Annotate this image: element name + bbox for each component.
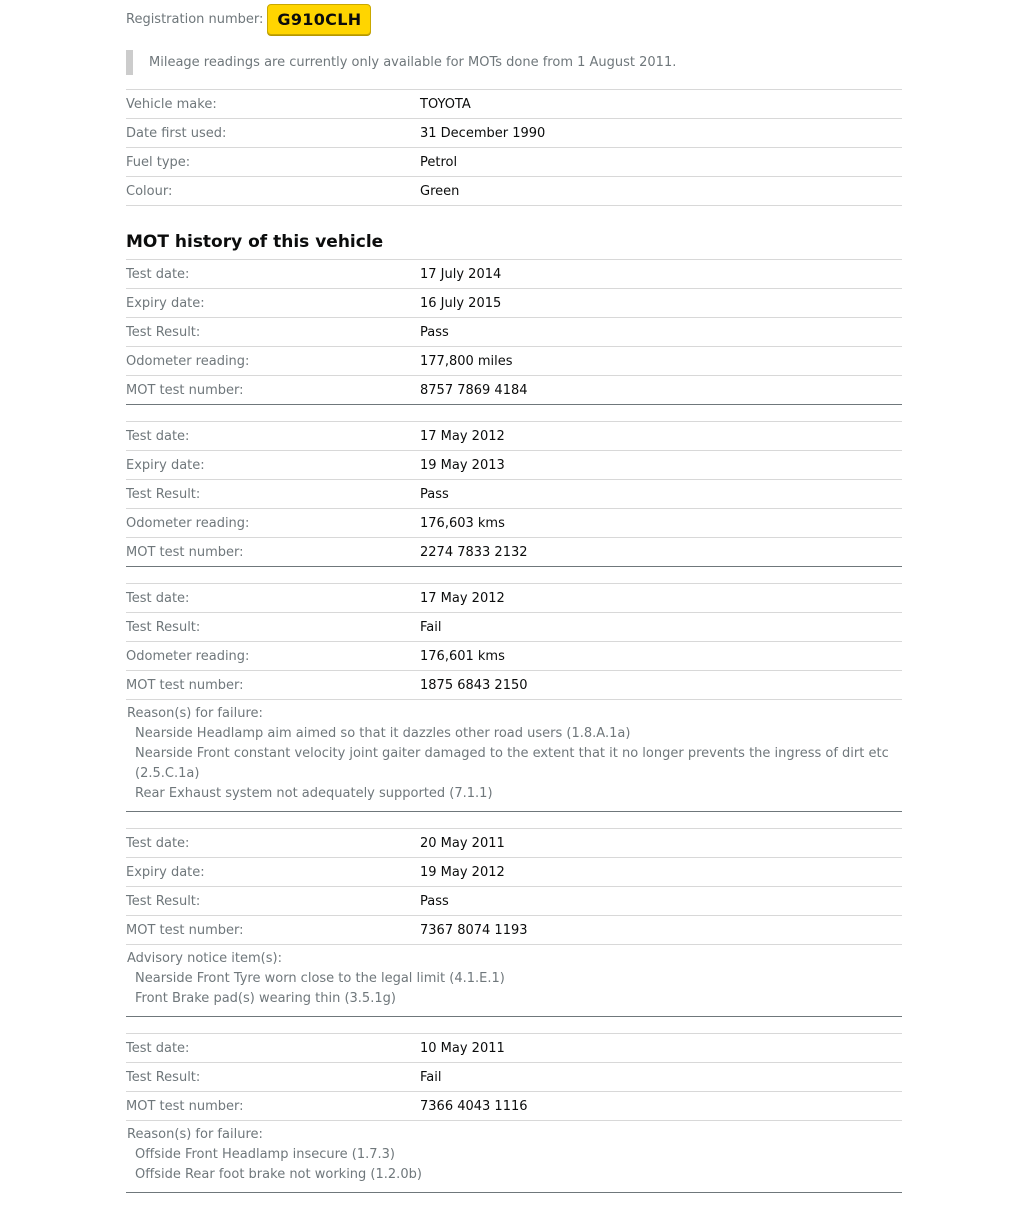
colour-value: Green <box>420 177 902 206</box>
mot-field-value: 7366 4043 1116 <box>420 1092 902 1121</box>
mot-test-record <box>126 1033 902 1193</box>
mot-test-row <box>126 538 902 567</box>
mot-field-value: 10 May 2011 <box>420 1034 902 1063</box>
mot-results <box>126 0 902 1209</box>
mot-notes-item: Offside Front Headlamp insecure (1.7.3) <box>135 1147 396 1162</box>
mot-test-row <box>126 260 902 289</box>
mot-notes-item: Nearside Headlamp aim aimed so that it dazzles other road users (1.8.A.1a) <box>135 726 631 741</box>
mot-field-label: Odometer reading: <box>126 347 420 376</box>
mot-notes-item: Nearside Front Tyre worn close to the legal limit (4.1.E.1) <box>135 971 505 986</box>
mot-test-row <box>126 318 902 347</box>
mot-field-value: Pass <box>420 480 902 509</box>
mot-field-label: MOT test number: <box>126 671 420 700</box>
mot-field-value: 20 May 2011 <box>420 829 902 858</box>
mot-field-value: 16 July 2015 <box>420 289 902 318</box>
mot-field-label: Odometer reading: <box>126 509 420 538</box>
registration-row <box>126 0 902 38</box>
mot-test-row <box>126 916 902 945</box>
mot-test-row <box>126 829 902 858</box>
first-used-value: 31 December 1990 <box>420 119 902 148</box>
mot-test-row <box>126 289 902 318</box>
mot-notes <box>126 699 902 811</box>
vehicle-row-fuel <box>126 148 902 177</box>
mot-field-label: MOT test number: <box>126 916 420 945</box>
mot-field-value: 177,800 miles <box>420 347 902 376</box>
mot-field-label: Test Result: <box>126 1063 420 1092</box>
mot-field-label: Test date: <box>126 260 420 289</box>
mot-test-row <box>126 887 902 916</box>
mot-field-value: Pass <box>420 318 902 347</box>
mot-test-row <box>126 1034 902 1063</box>
mot-history-list <box>126 259 902 1193</box>
mot-notes-item: Nearside Front constant velocity joint gaiter damaged to the extent that it no longer prevents the ingress of dirt etc (2.5.C.1a) <box>135 746 889 781</box>
mot-field-value: 1875 6843 2150 <box>420 671 902 700</box>
mot-field-value: Pass <box>420 887 902 916</box>
mot-notes <box>126 1120 902 1192</box>
mot-notes <box>126 944 902 1016</box>
mot-field-value: Fail <box>420 613 902 642</box>
mot-test-row <box>126 671 902 700</box>
mot-field-label: Test date: <box>126 1034 420 1063</box>
mot-notes-item: Front Brake pad(s) wearing thin (3.5.1g) <box>135 991 396 1006</box>
mot-test-row <box>126 584 902 613</box>
mot-field-label: Expiry date: <box>126 451 420 480</box>
mot-field-value: 19 May 2013 <box>420 451 902 480</box>
mileage-notice <box>126 50 902 75</box>
mot-field-label: MOT test number: <box>126 376 420 405</box>
mot-field-label: Test date: <box>126 422 420 451</box>
mot-test-row <box>126 509 902 538</box>
registration-plate: G910CLH <box>267 4 371 35</box>
mot-field-label: Test Result: <box>126 887 420 916</box>
mot-test-table <box>126 1033 902 1120</box>
mot-notes-item: Rear Exhaust system not adequately supported (7.1.1) <box>135 786 493 801</box>
mot-test-row <box>126 451 902 480</box>
vehicle-row-make <box>126 90 902 119</box>
mot-notes-title: Advisory notice item(s): <box>127 951 282 966</box>
registration-label: Registration number: <box>126 11 264 27</box>
mot-test-table <box>126 259 902 404</box>
mot-field-value: 17 May 2012 <box>420 584 902 613</box>
mot-field-label: Expiry date: <box>126 289 420 318</box>
vehicle-row-colour <box>126 177 902 206</box>
vehicle-details-table <box>126 89 902 206</box>
mot-test-table <box>126 828 902 944</box>
first-used-label: Date first used: <box>126 119 420 148</box>
mot-field-label: Test Result: <box>126 480 420 509</box>
mot-test-row <box>126 1063 902 1092</box>
mot-test-row <box>126 642 902 671</box>
mot-field-value: 176,603 kms <box>420 509 902 538</box>
mot-field-label: MOT test number: <box>126 538 420 567</box>
mot-test-table <box>126 583 902 699</box>
mot-field-label: Test date: <box>126 584 420 613</box>
mot-test-table <box>126 421 902 566</box>
vehicle-make-label: Vehicle make: <box>126 90 420 119</box>
mot-history-heading: MOT history of this vehicle <box>126 232 384 252</box>
vehicle-row-first-used <box>126 119 902 148</box>
mot-field-label: Expiry date: <box>126 858 420 887</box>
mot-field-value: Fail <box>420 1063 902 1092</box>
mot-notes-item: Offside Rear foot brake not working (1.2.0b) <box>135 1167 422 1182</box>
mot-field-value: 17 July 2014 <box>420 260 902 289</box>
mot-notes-title: Reason(s) for failure: <box>127 1127 263 1142</box>
mot-field-value: 2274 7833 2132 <box>420 538 902 567</box>
mot-field-value: 7367 8074 1193 <box>420 916 902 945</box>
colour-label: Colour: <box>126 177 420 206</box>
mot-notes-title: Reason(s) for failure: <box>127 706 263 721</box>
mot-field-value: 19 May 2012 <box>420 858 902 887</box>
mot-field-label: Test Result: <box>126 613 420 642</box>
mot-test-row <box>126 347 902 376</box>
fuel-type-label: Fuel type: <box>126 148 420 177</box>
mot-field-label: Test date: <box>126 829 420 858</box>
mot-test-record <box>126 583 902 812</box>
mot-test-row <box>126 480 902 509</box>
mot-test-row <box>126 1092 902 1121</box>
mot-field-label: MOT test number: <box>126 1092 420 1121</box>
mileage-notice-text: Mileage readings are currently only available for MOTs done from 1 August 2011. <box>149 55 677 70</box>
mot-test-row <box>126 858 902 887</box>
mot-test-row <box>126 422 902 451</box>
mot-test-record <box>126 421 902 567</box>
mot-field-value: 176,601 kms <box>420 642 902 671</box>
mot-test-row <box>126 376 902 405</box>
vehicle-make-value: TOYOTA <box>420 90 902 119</box>
mot-test-record <box>126 259 902 405</box>
mot-test-row <box>126 613 902 642</box>
mot-field-label: Odometer reading: <box>126 642 420 671</box>
mot-test-record <box>126 828 902 1017</box>
fuel-type-value: Petrol <box>420 148 902 177</box>
mot-field-value: 17 May 2012 <box>420 422 902 451</box>
mot-field-label: Test Result: <box>126 318 420 347</box>
mot-field-value: 8757 7869 4184 <box>420 376 902 405</box>
